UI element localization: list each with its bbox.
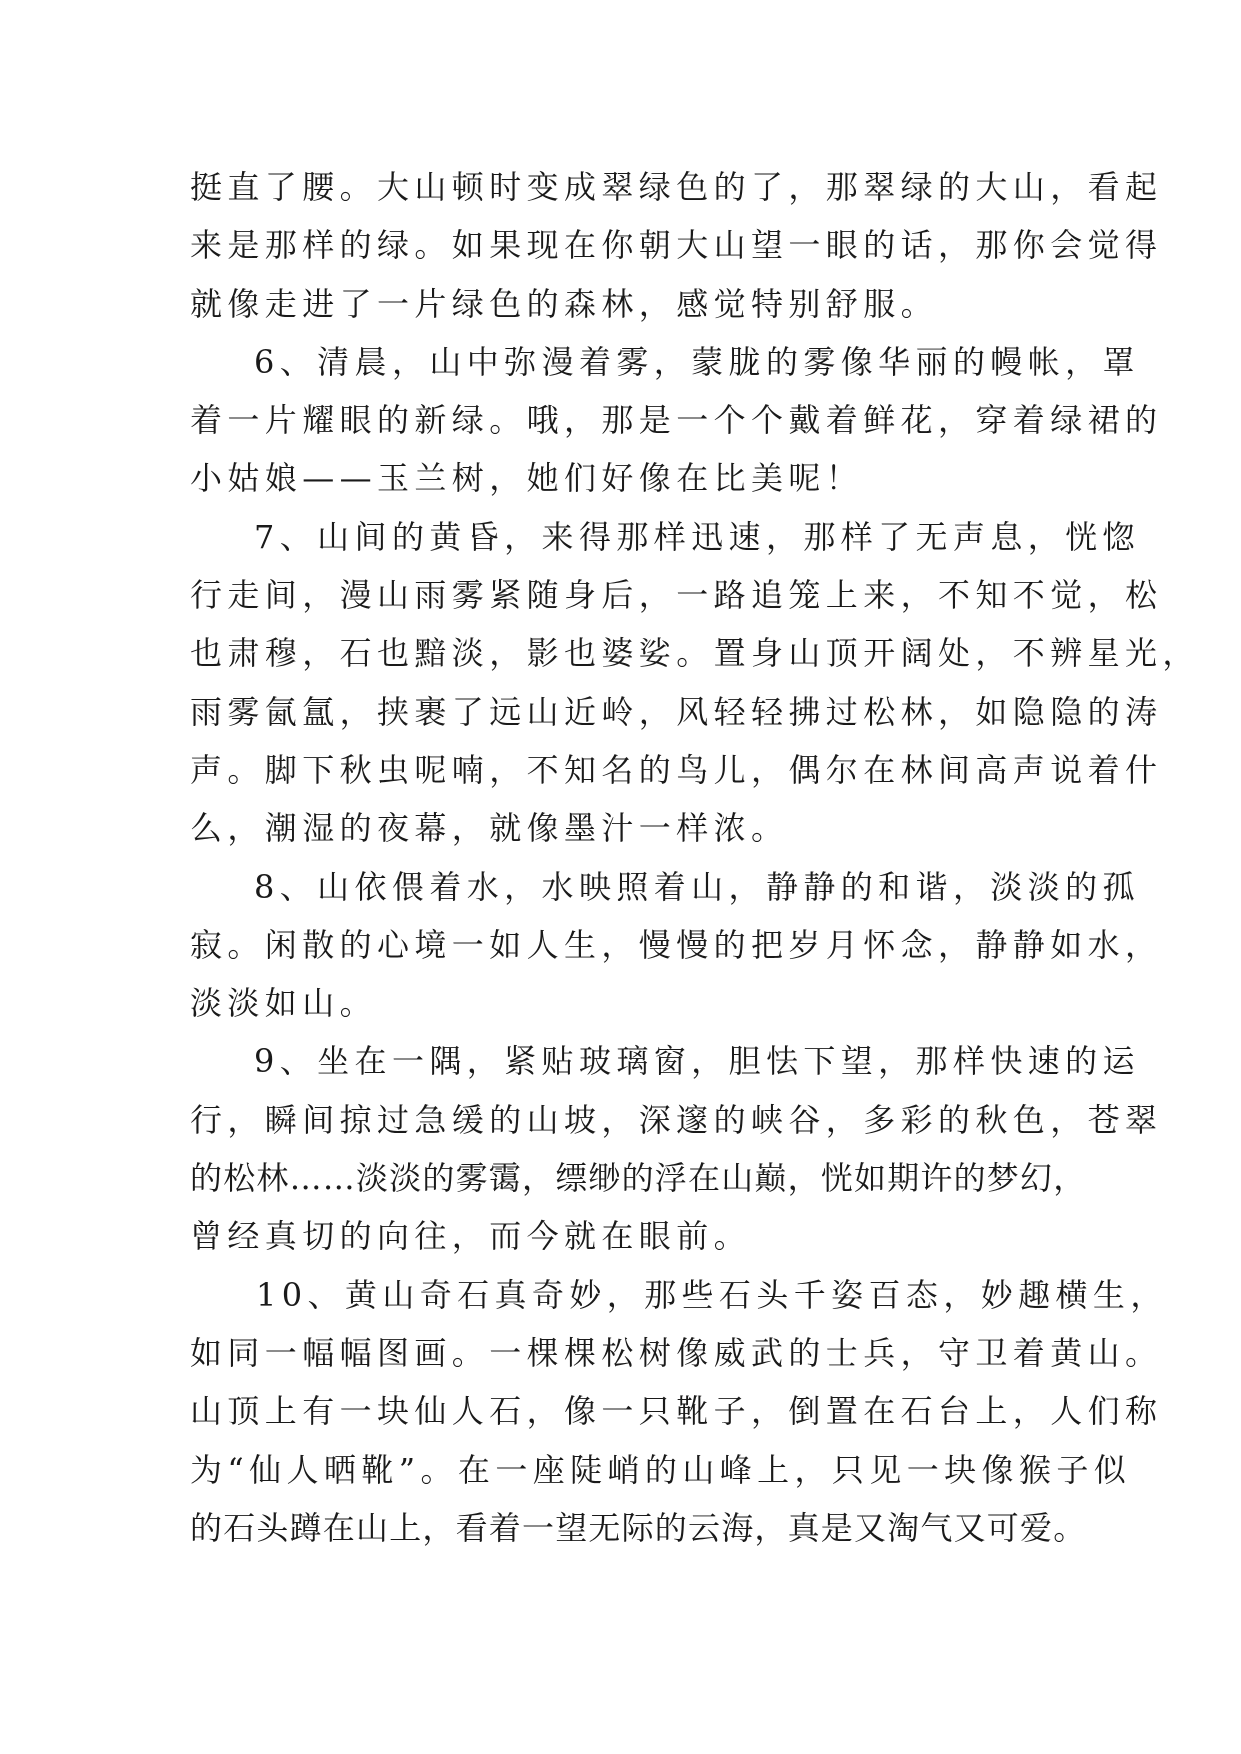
text-line: 行，瞬间掠过急缓的山坡，深邃的峡谷，多彩的秋色，苍翠	[190, 1100, 1163, 1139]
text-line: 声。脚下秋虫呢喃，不知名的鸟儿，偶尔在林间高声说着什	[190, 750, 1163, 789]
paragraph-7	[190, 508, 1200, 858]
text-line: 也肃穆，石也黯淡，影也婆娑。置身山顶开阔处，不辨星光，	[190, 634, 1200, 673]
text-line: 着一片耀眼的新绿。哦，那是一个个戴着鲜花，穿着绿裙的	[190, 401, 1163, 440]
text-line: 为“仙人晒靴”。在一座陡峭的山峰上，只见一块像猴子似	[190, 1450, 1132, 1489]
text-line: 的石头蹲在山上，看着一望无际的云海，真是又淘气又可爱。	[190, 1508, 1087, 1547]
text-line: 8、山依偎着水，水映照着山，静静的和谐，淡淡的孤	[254, 867, 1140, 906]
text-line: 曾经真切的向往，而今就在眼前。	[190, 1217, 752, 1256]
text-line: 如同一幅幅图画。一棵棵松树像威武的士兵，守卫着黄山。	[190, 1333, 1163, 1372]
text-line: 10、黄山奇石真奇妙，那些石头千姿百态，妙趣横生，	[256, 1275, 1168, 1314]
text-line: 寂。闲散的心境一如人生，慢慢的把岁月怀念，静静如水，	[190, 925, 1163, 964]
paragraph-6	[190, 333, 1163, 508]
paragraph-9	[190, 1032, 1163, 1265]
text-line: 淡淡如山。	[190, 984, 378, 1023]
text-line: 行走间，漫山雨雾紧随身后，一路追笼上来，不知不觉，松	[190, 576, 1163, 615]
text-line: 6、清晨，山中弥漫着雾，蒙胧的雾像华丽的幔帐，罩	[254, 342, 1140, 381]
text-line: 雨雾氤氲，挟裹了远山近岭，风轻轻拂过松林，如隐隐的涛	[190, 692, 1163, 731]
text-line: 的松林……淡淡的雾霭，缥缈的浮在山巅，恍如期许的梦幻，	[190, 1159, 1087, 1198]
text-line: 挺直了腰。大山顿时变成翠绿色的了，那翠绿的大山，看起	[190, 168, 1163, 206]
text-line: 么，潮湿的夜幕，就像墨汁一样浓。	[190, 809, 789, 848]
text-line: 小姑娘——玉兰树，她们好像在比美呢！	[190, 459, 864, 498]
text-line: 就像走进了一片绿色的森林，感觉特别舒服。	[190, 284, 939, 323]
text-line: 7、山间的黄昏，来得那样迅速，那样了无声息，恍惚	[254, 517, 1140, 556]
text-line: 9、坐在一隅，紧贴玻璃窗，胆怯下望，那样快速的运	[254, 1042, 1140, 1081]
text-line: 山顶上有一块仙人石，像一只靴子，倒置在石台上，人们称	[190, 1392, 1163, 1431]
document-body	[190, 158, 1200, 1557]
paragraph-8	[190, 858, 1163, 1033]
paragraph-5-continued	[190, 158, 1163, 333]
text-line: 来是那样的绿。如果现在你朝大山望一眼的话，那你会觉得	[190, 226, 1163, 265]
paragraph-10	[190, 1266, 1168, 1557]
